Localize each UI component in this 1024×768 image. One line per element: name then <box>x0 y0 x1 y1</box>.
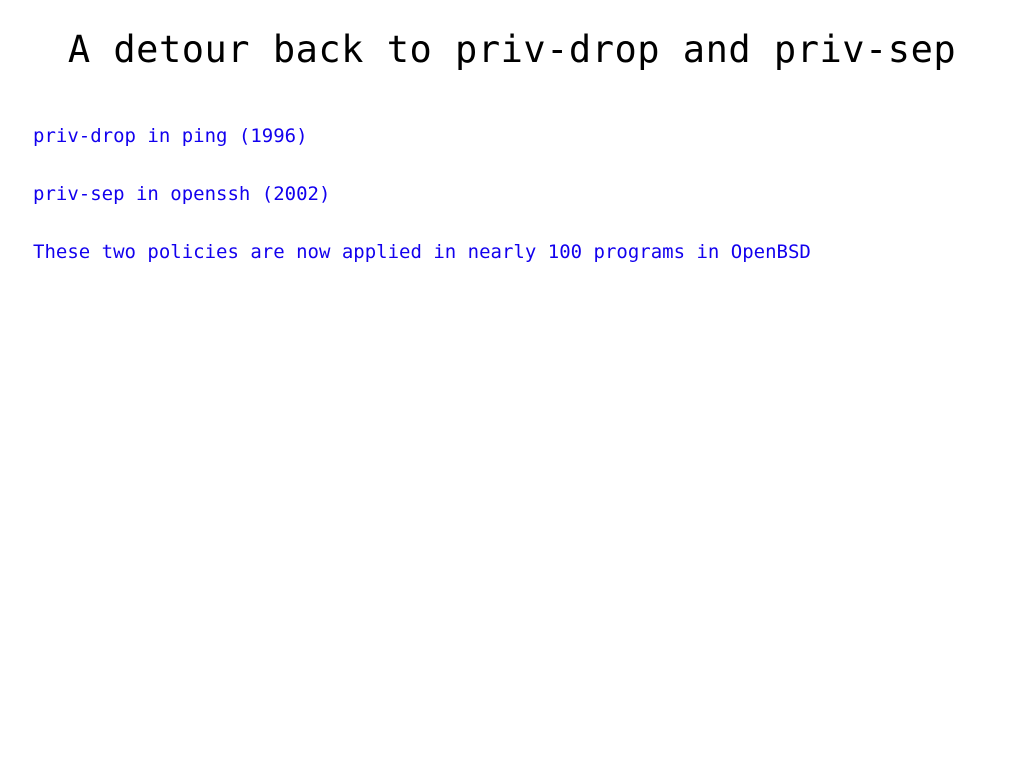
list-item: priv-sep in openssh (2002) <box>33 183 331 205</box>
page-title: A detour back to priv-drop and priv-sep <box>67 28 957 71</box>
list-item: These two policies are now applied in nearly 100 programs in OpenBSD <box>33 241 811 263</box>
bullet-list <box>33 124 1004 298</box>
list-item: priv-drop in ping (1996) <box>33 125 308 147</box>
